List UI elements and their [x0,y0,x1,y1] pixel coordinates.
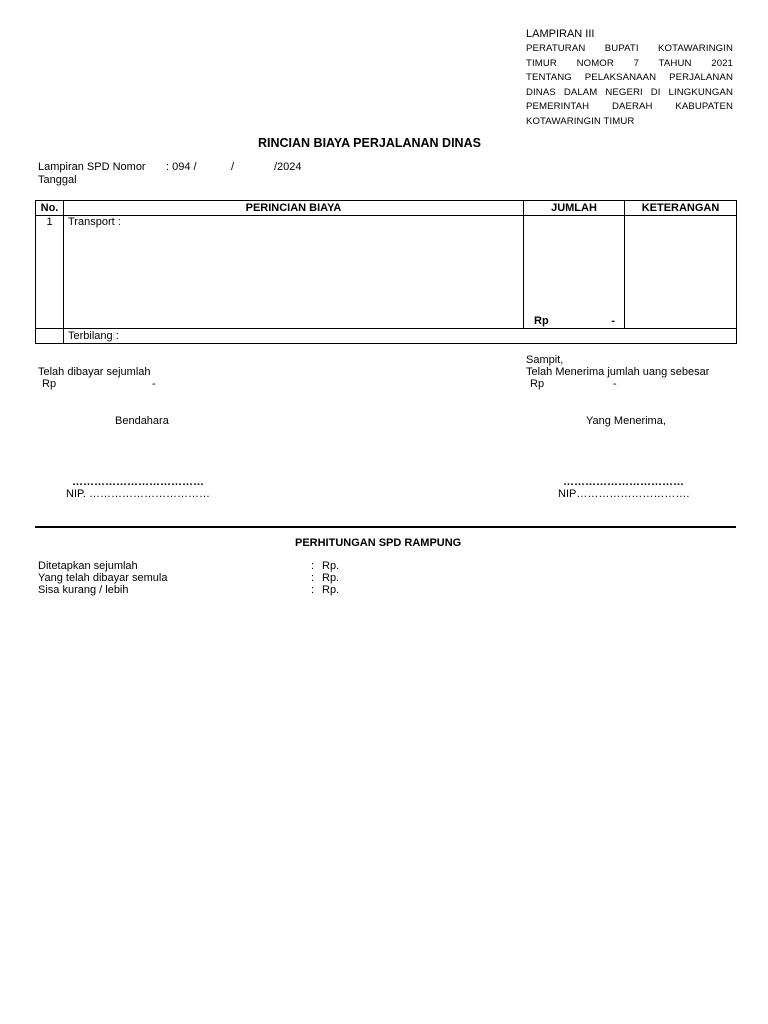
terbilang-label: Terbilang : [68,330,119,342]
terbilang-row [36,329,737,344]
regulation-line: KOTAWARINGIN TIMUR [526,115,635,127]
spd-number-year: /2024 [274,161,302,173]
regulation-line: PERATURAN BUPATI KOTAWARINGIN [526,43,733,54]
paid-value: - [152,378,156,390]
regulation-line: DINAS DALAM NEGERI DI LINGKUNGAN [526,86,733,98]
paid-amount-label: Telah dibayar sejumlah [38,366,151,378]
rampung-value-balance: Rp. [322,584,340,596]
header-description: PERINCIAN BIAYA [64,201,524,216]
received-currency: Rp [530,378,545,390]
spd-number-value: : 094 / [166,161,197,173]
recipient-nip: NIP…………………………. [558,488,690,500]
rampung-label-paid: Yang telah dibayar semula [38,572,168,584]
received-value: - [613,378,617,390]
rampung-colon: : [311,584,315,596]
treasurer-name-line: ……………………………… [72,476,204,488]
paid-currency: Rp [42,378,57,390]
recipient-name-line: …………………………… [563,476,684,488]
row-description [64,216,524,329]
row-description-text: Transport : [68,216,121,228]
received-amount-label: Telah Menerima jumlah uang sebesar [526,366,710,378]
regulation-line: TIMUR NOMOR 7 TAHUN 2021 [526,57,733,69]
header-notes: KETERANGAN [625,201,737,216]
row-amount [524,216,625,329]
regulation-line: PEMERINTAH DAERAH KABUPATEN [526,101,733,112]
header-no: No. [36,201,64,216]
rampung-colon: : [311,572,315,584]
row-notes [625,216,737,329]
rampung-label-balance: Sisa kurang / lebih [38,584,129,596]
table-header-row [36,201,737,216]
rampung-value-determined: Rp. [322,560,340,572]
rampung-value-paid: Rp. [322,572,340,584]
header-amount: JUMLAH [524,201,625,216]
place-label: Sampit, [526,354,564,366]
terbilang-cell [64,329,737,344]
document-title: RINCIAN BIAYA PERJALANAN DINAS [258,136,481,150]
row-number-text: 1 [46,216,53,228]
amount-value: - [611,315,615,327]
regulation-line: TENTANG PELAKSANAAN PERJALANAN [526,72,733,83]
amount-currency: Rp [534,315,549,327]
cost-table [35,200,737,344]
row-number [36,216,64,329]
rampung-title: PERHITUNGAN SPD RAMPUNG [295,537,462,549]
regulation-header [526,27,733,129]
section-divider [35,526,736,528]
rampung-colon: : [311,560,315,572]
treasurer-nip: NIP. …………………………… [66,488,211,500]
terbilang-spacer [36,329,64,344]
recipient-title: Yang Menerima, [586,415,666,427]
spd-number-label: Lampiran SPD Nomor [38,161,146,173]
spd-number-slash: / [231,161,235,173]
lampiran-label: LAMPIRAN III [526,28,595,40]
rampung-label-determined: Ditetapkan sejumlah [38,560,138,572]
spd-date-label: Tanggal [38,174,77,186]
treasurer-title: Bendahara [115,415,169,427]
table-row [36,216,737,329]
